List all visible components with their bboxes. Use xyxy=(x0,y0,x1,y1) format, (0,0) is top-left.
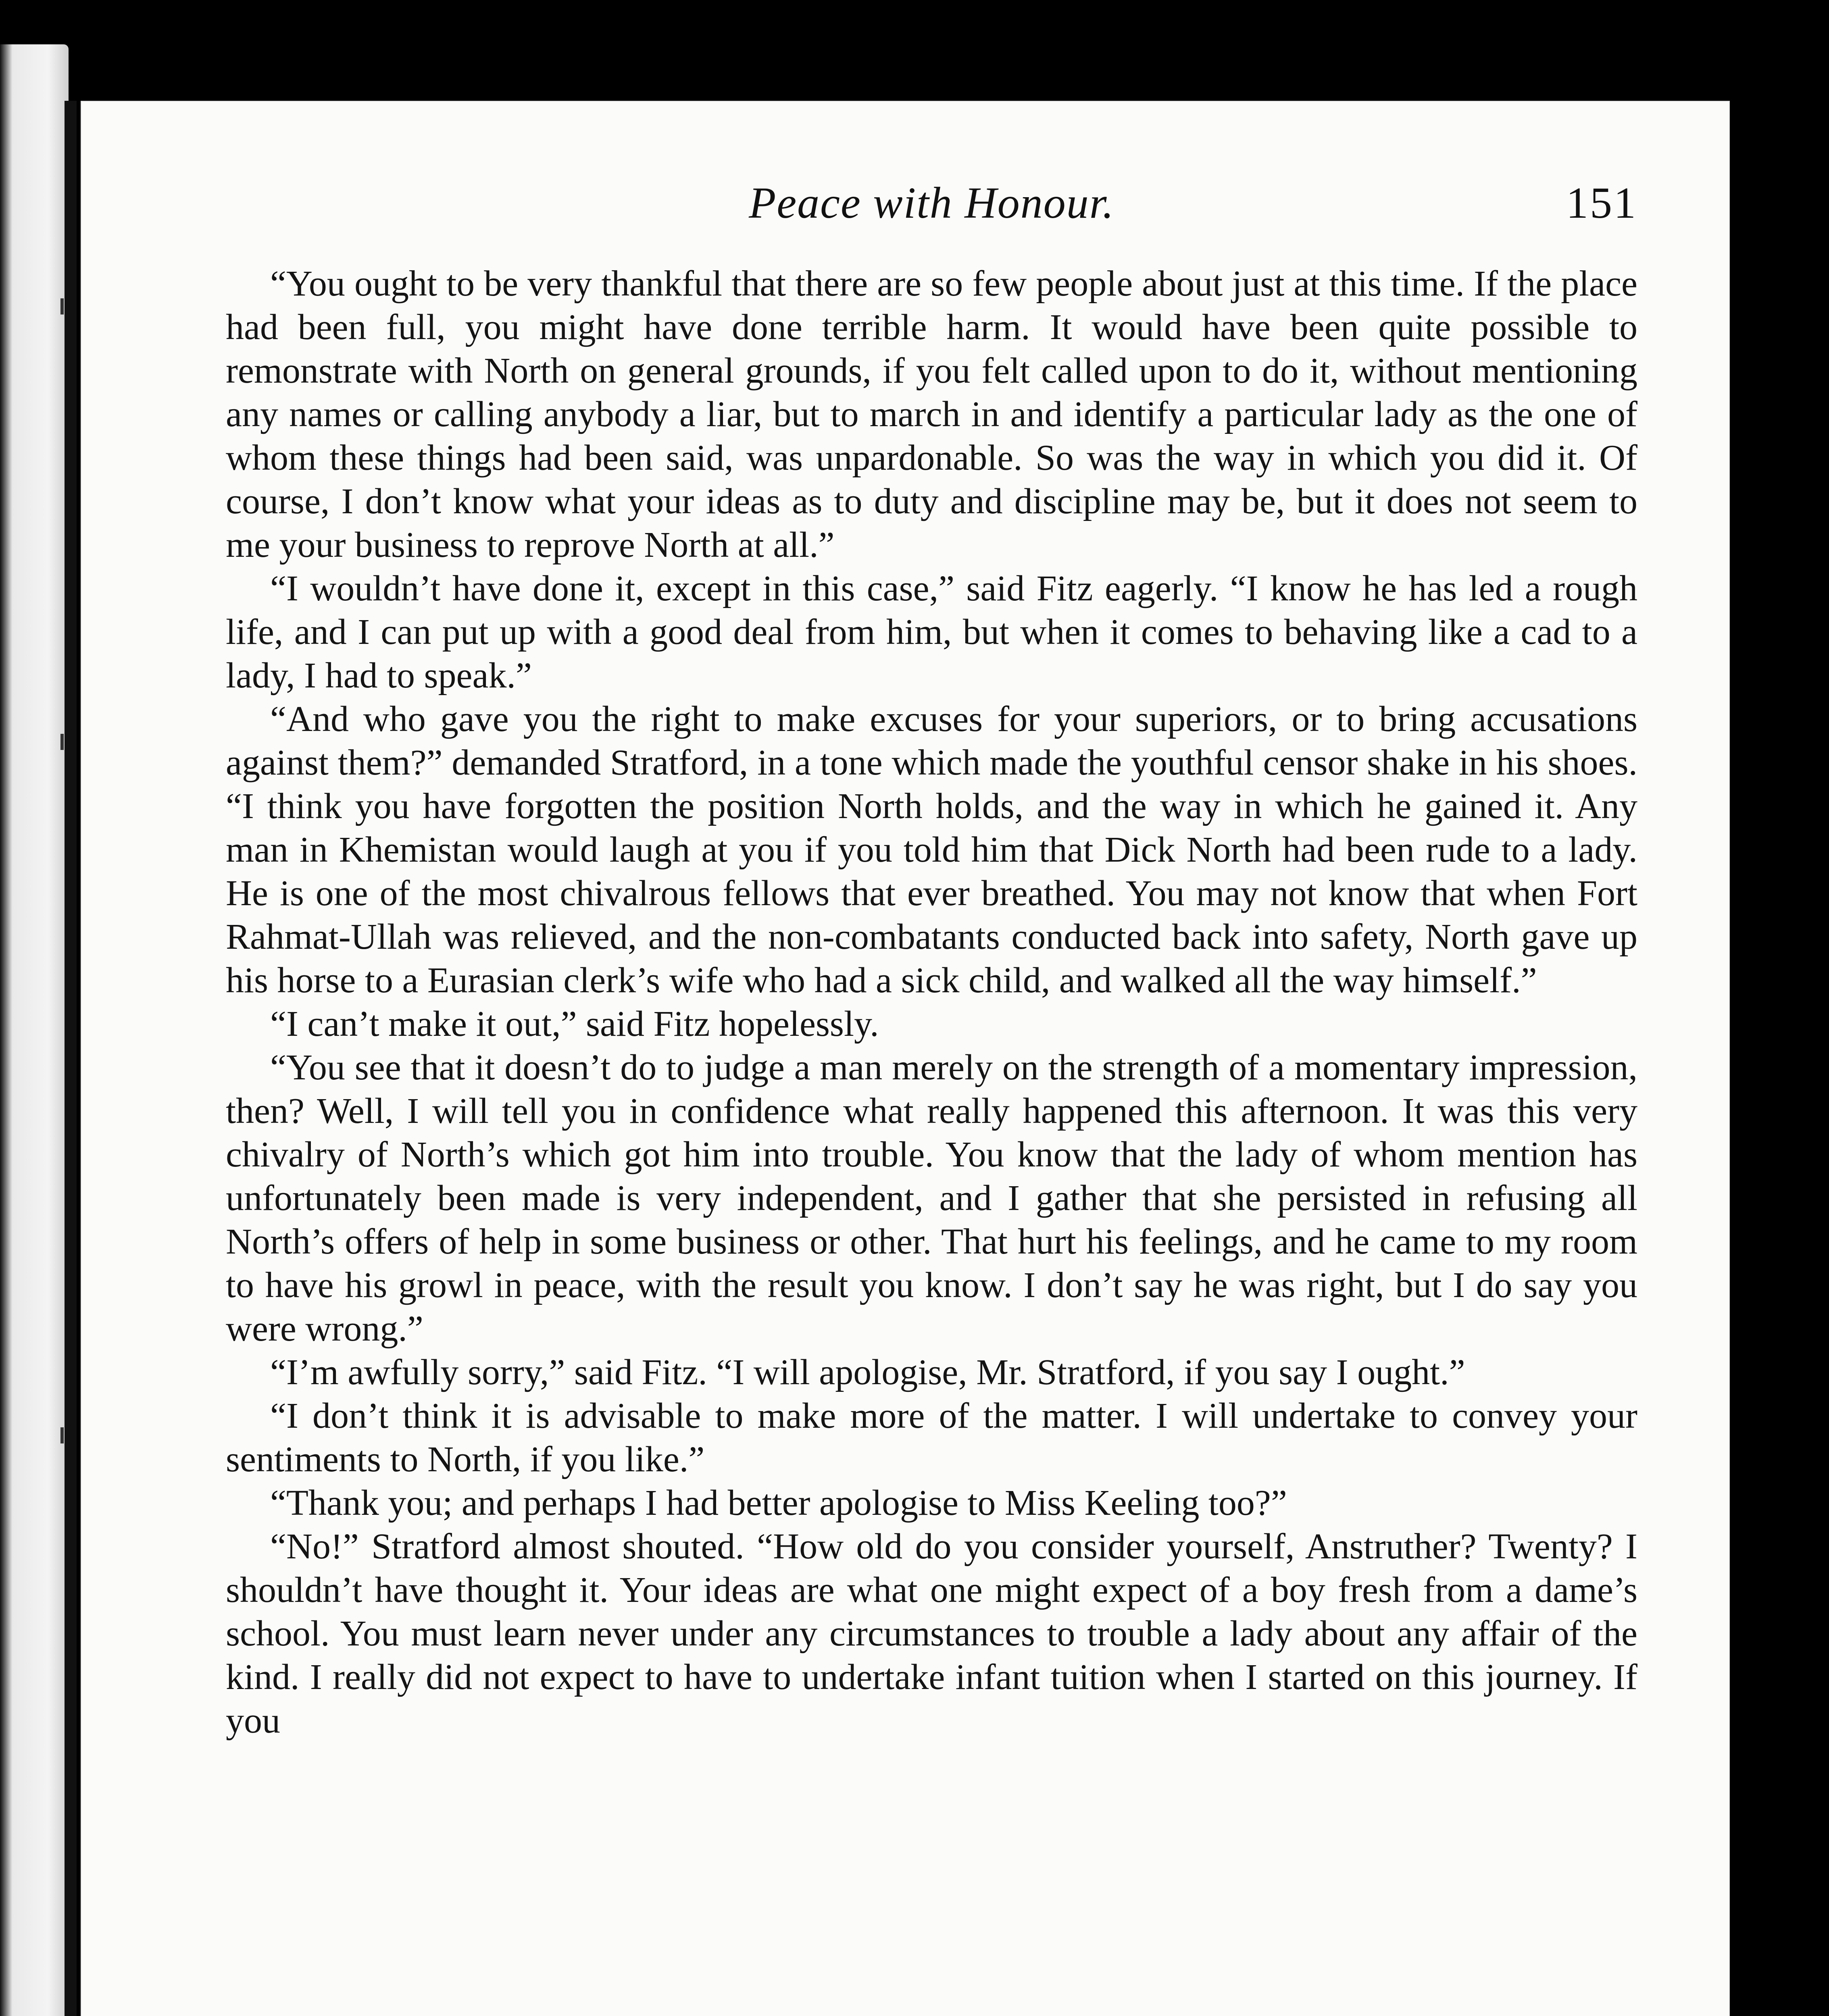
paragraph: “You ought to be very thankful that there are so few people about just at this time. If the place had been full, you might have done terrible harm. It would have been quite possible to remonstrate with North on general grounds, if you felt called upon to do it, without mentioning any names or calling anybody a liar, but to march in and identify a particular lady as the one of whom these things had been said, was unpardonable. So was the way in which you did it. Of course, I don’t know what your ideas as to duty and discipline may be, but it does not seem to me your business to reprove North at all.” xyxy=(226,264,1637,565)
binding-edge xyxy=(0,44,69,2016)
paragraph: “I don’t think it is advisable to make more of the matter. I will undertake to convey your sentiments to North, if you like.” xyxy=(226,1396,1637,1479)
page-header xyxy=(226,177,1637,258)
paragraph: “You see that it doesn’t do to judge a man merely on the strength of a momentary impression, then? Well, I will tell you in confidence what really happened this afternoon. It was this very chivalry of North’s which got him into trouble. You know that the lady of whom mention has unfortunately been made is very independent, and I gather that she persisted in refusing all North’s offers of help in some business or other. That hurt his feelings, and he came to my room to have his growl in peace, with the result you know. I don’t say he was right, but I do say you were wrong.” xyxy=(226,1048,1637,1349)
paragraph: “I’m awfully sorry,” said Fitz. “I will apologise, Mr. Stratford, if you say I ought.” xyxy=(270,1352,1465,1392)
paragraph: “Thank you; and perhaps I had better apologise to Miss Keeling too?” xyxy=(270,1483,1287,1523)
running-title: Peace with Honour. xyxy=(749,178,1114,227)
paragraph: “No!” Stratford almost shouted. “How old do you consider yourself, Anstruther? Twenty? I shouldn’t have thought it. Your ideas are what one might expect of a boy fresh from a dame’s school. You must learn never under any circumstances to trouble a lady about any affair of the kind. I really did not expect to have to undertake infant tuition when I started on this journey. If you xyxy=(226,1527,1637,1741)
margin-mark xyxy=(60,298,64,314)
paragraph: “I wouldn’t have done it, except in this case,” said Fitz eagerly. “I know he has led a rough life, and I can put up with a good deal from him, but when it comes to behaving like a cad to a lady, I had to speak.” xyxy=(226,569,1637,696)
paragraph: “And who gave you the right to make excuses for your superiors, or to bring accusations against them?” demanded Stratford, in a tone which made the youthful censor shake in his shoes. “I think you have forgotten the position North holds, and the way in which he gained it. Any man in Khemistan would laugh at you if you told him that Dick North had been rude to a lady. He is one of the most chivalrous fellows that ever breathed. You may not know that when Fort Rahmat-Ullah was relieved, and the non-combatants conducted back into safety, North gave up his horse to a Eurasian clerk’s wife who had a sick child, and walked all the way himself.” xyxy=(226,699,1637,1000)
page-number: 151 xyxy=(1566,178,1637,227)
margin-mark xyxy=(60,734,64,750)
body-text xyxy=(226,262,1637,1743)
binding-gutter xyxy=(65,101,77,2016)
paragraph: “I can’t make it out,” said Fitz hopelessly. xyxy=(270,1004,879,1044)
margin-mark xyxy=(60,1427,64,1443)
